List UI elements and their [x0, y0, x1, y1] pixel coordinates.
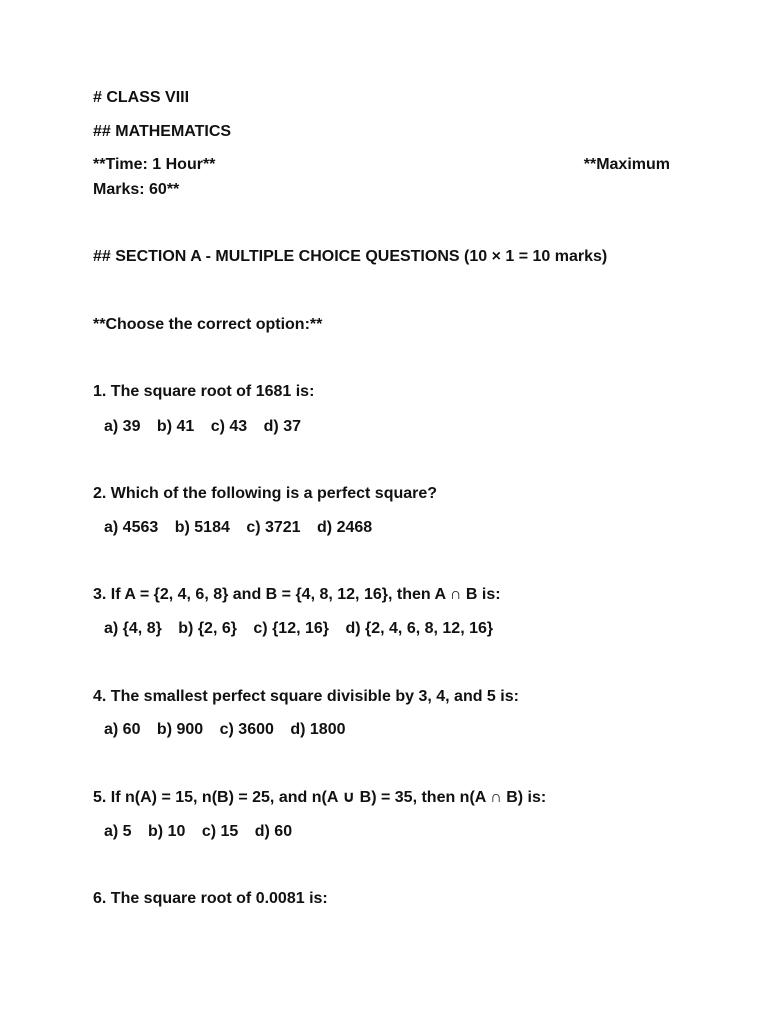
question-text: 2. Which of the following is a perfect square?: [93, 485, 438, 502]
max-marks-value: Marks: 60**: [93, 181, 180, 198]
option-b: b) 41: [156, 418, 195, 435]
question-text: 1. The square root of 1681 is:: [93, 383, 315, 400]
option-d: d) {2, 4, 6, 8, 12, 16}: [345, 620, 494, 637]
option-b: b) 900: [156, 721, 204, 738]
section-title: ## SECTION A - MULTIPLE CHOICE QUESTIONS (10 × 1 = 10 marks): [93, 248, 608, 265]
option-d: d) 60: [254, 823, 293, 840]
option-c: c) 3721: [246, 519, 301, 536]
option-d: d) 2468: [317, 519, 373, 536]
option-c: c) {12, 16}: [253, 620, 330, 637]
option-d: d) 1800: [290, 721, 346, 738]
option-a: a) {4, 8}: [104, 620, 162, 637]
option-a: a) 39: [104, 418, 141, 435]
question-options: [104, 822, 304, 842]
option-b: b) 10: [148, 823, 186, 840]
option-b: b) 5184: [174, 519, 230, 536]
question-options: [104, 619, 505, 639]
question-text: 5. If n(A) = 15, n(B) = 25, and n(A ∪ B) = 35, then n(A ∩ B) is:: [93, 789, 547, 806]
question-options: [104, 720, 357, 740]
section-instruction: **Choose the correct option:**: [93, 316, 323, 333]
option-c: c) 3600: [219, 721, 274, 738]
question-text: 6. The square root of 0.0081 is:: [93, 890, 328, 907]
question-options: [104, 417, 313, 437]
option-d: d) 37: [263, 418, 301, 435]
option-a: a) 4563: [104, 519, 159, 536]
question-options: [104, 518, 384, 538]
question-text: 3. If A = {2, 4, 6, 8} and B = {4, 8, 12, 16}, then A ∩ B is:: [93, 586, 501, 603]
option-a: a) 60: [104, 721, 141, 738]
question-text: 4. The smallest perfect square divisible by 3, 4, and 5 is:: [93, 688, 519, 705]
max-marks-label: **Maximum: [583, 156, 670, 173]
option-c: c) 15: [201, 823, 239, 840]
option-c: c) 43: [210, 418, 248, 435]
subject-heading: ## MATHEMATICS: [93, 123, 232, 140]
option-b: b) {2, 6}: [178, 620, 237, 637]
option-a: a) 5: [104, 823, 132, 840]
class-heading: # CLASS VIII: [93, 89, 190, 106]
time-label: **Time: 1 Hour**: [93, 156, 216, 173]
